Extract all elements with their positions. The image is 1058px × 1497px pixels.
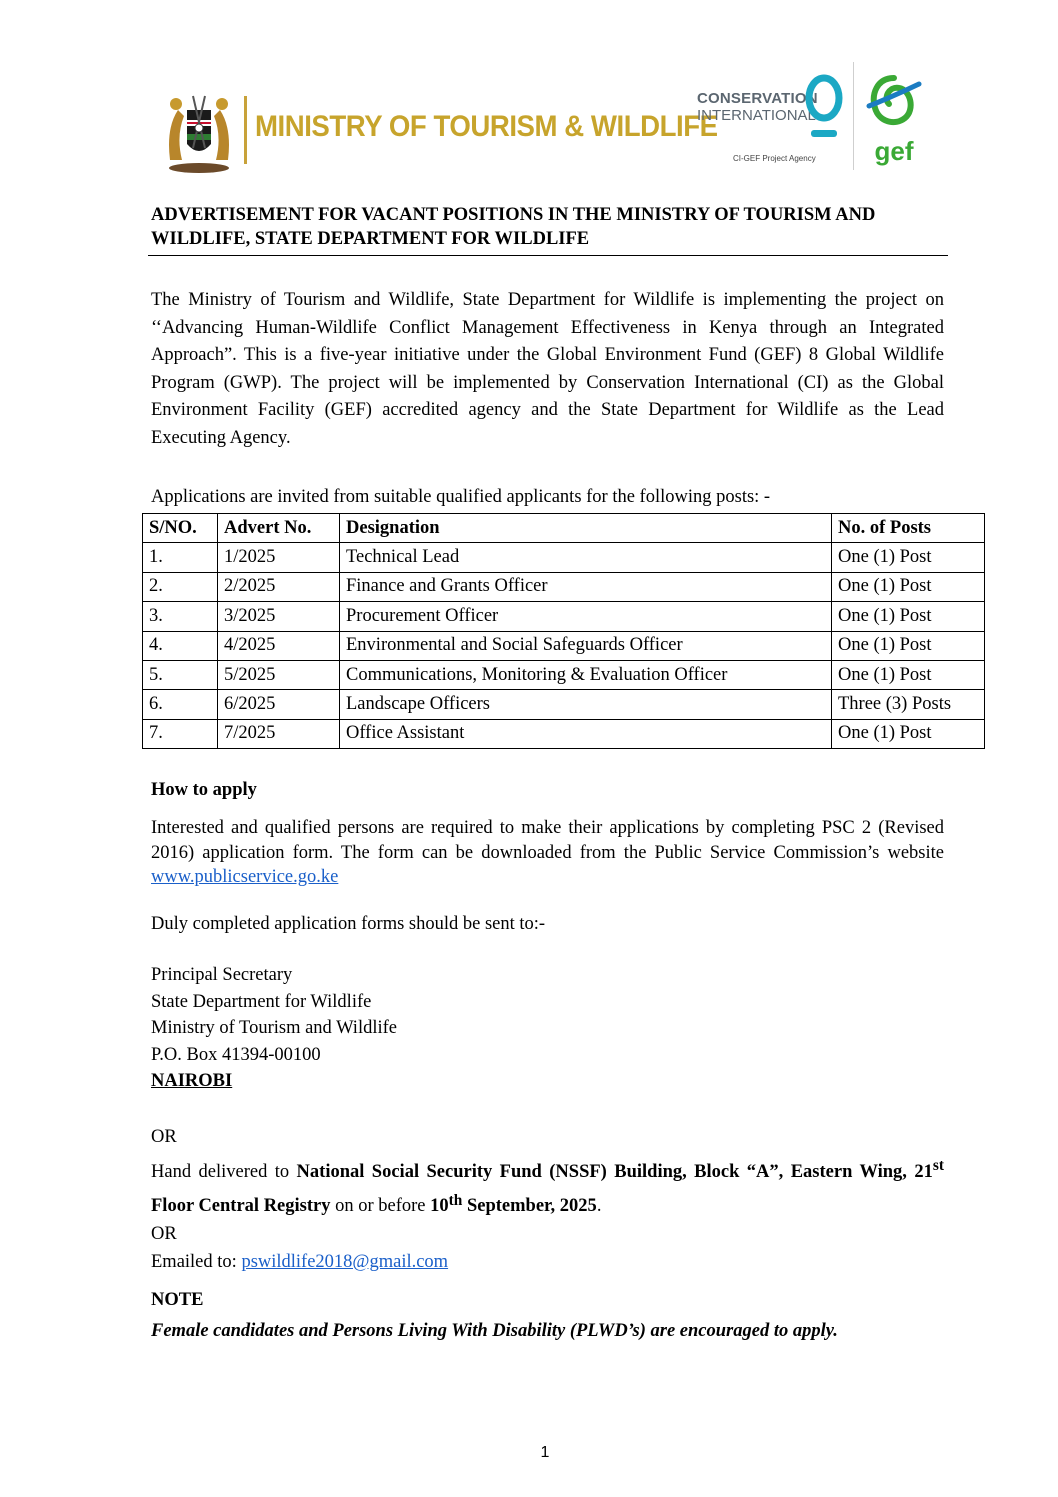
ci-name-line1: CONSERVATION xyxy=(697,90,818,107)
cell-advert: 7/2025 xyxy=(218,719,340,748)
cell-posts: One (1) Post xyxy=(832,660,985,689)
email-prefix: Emailed to: xyxy=(151,1251,242,1272)
table-row xyxy=(143,660,985,689)
posts-table xyxy=(142,513,985,749)
title-underline xyxy=(148,255,948,256)
hand-prefix: Hand delivered to xyxy=(151,1161,297,1182)
address-line: P.O. Box 41394-00100 xyxy=(151,1044,321,1065)
postal-address xyxy=(151,962,397,1095)
gef-label: gef xyxy=(874,136,914,166)
sent-to-text: Duly completed application forms should be sent to:- xyxy=(151,914,546,934)
hand-end: . xyxy=(596,1196,602,1217)
ministry-divider xyxy=(244,96,247,164)
cell-advert: 3/2025 xyxy=(218,602,340,631)
cell-posts: One (1) Post xyxy=(832,602,985,631)
cell-advert: 1/2025 xyxy=(218,543,340,572)
column-header-designation: Designation xyxy=(340,514,832,543)
floor-suffix: st xyxy=(932,1156,944,1174)
ci-agency-label: CI-GEF Project Agency xyxy=(733,154,816,163)
ministry-title: MINISTRY OF TOURISM & WILDLIFE xyxy=(255,110,718,143)
cell-designation: Environmental and Social Safeguards Officer xyxy=(340,631,832,660)
logo-divider xyxy=(853,62,854,170)
or-separator: OR xyxy=(151,1224,177,1245)
table-row xyxy=(143,631,985,660)
cell-sno: 5. xyxy=(143,660,218,689)
or-separator: OR xyxy=(151,1127,177,1147)
note-text: Female candidates and Persons Living With Disability (PLWD’s) are encouraged to apply. xyxy=(151,1321,838,1341)
ci-name-line2: INTERNATIONAL xyxy=(697,107,816,124)
cell-posts: Three (3) Posts xyxy=(832,690,985,719)
partner-logos xyxy=(695,62,935,177)
hand-location-rest: Floor Central Registry xyxy=(151,1196,331,1217)
note-heading: NOTE xyxy=(151,1290,204,1310)
column-header-advert: Advert No. xyxy=(218,514,340,543)
cell-designation: Office Assistant xyxy=(340,719,832,748)
delivery-options xyxy=(151,1124,944,1276)
cell-designation: Procurement Officer xyxy=(340,602,832,631)
deadline-suffix: th xyxy=(448,1191,463,1209)
cell-advert: 5/2025 xyxy=(218,660,340,689)
cell-posts: One (1) Post xyxy=(832,572,985,601)
table-row xyxy=(143,719,985,748)
address-line: Principal Secretary xyxy=(151,965,293,985)
column-header-posts: No. of Posts xyxy=(832,514,985,543)
cell-designation: Communications, Monitoring & Evaluation Officer xyxy=(340,660,832,689)
column-header-sno: S/NO. xyxy=(143,514,218,543)
how-to-apply-heading: How to apply xyxy=(151,780,257,800)
page-number: 1 xyxy=(540,1444,550,1461)
address-line: State Department for Wildlife xyxy=(151,991,372,1012)
deadline-day: 10 xyxy=(430,1196,449,1217)
apply-instructions: Interested and qualified persons are required to make their applications by completing PSC 2 (Revised 2016) application form. The form can be downloaded from the Public Service Commission’s website xyxy=(151,818,944,863)
cell-posts: One (1) Post xyxy=(832,543,985,572)
hand-location: National Social Security Fund (NSSF) Building, Block “A”, Eastern Wing, 21 xyxy=(296,1161,933,1182)
intro-paragraph: The Ministry of Tourism and Wildlife, State Department for Wildlife is implementing the project on ‘‘Advancing Human-Wildlife Conflict Management Effectiveness in Kenya through an Integrated Approach”. This is a five-year initiative under the Global Environment Fund (GEF) 8 Global Wildlife Program (GWP). The project will be implemented by Conservation International (CI) as the Global Environment Facility (GEF) accredited agency and the State Department for Wildlife as the Lead Executing Agency. xyxy=(151,290,944,448)
cell-sno: 7. xyxy=(143,719,218,748)
hand-delivery-text xyxy=(151,1152,944,1222)
hand-mid: on or before xyxy=(330,1196,431,1217)
cell-posts: One (1) Post xyxy=(832,719,985,748)
address-line: Ministry of Tourism and Wildlife xyxy=(151,1018,397,1038)
table-row xyxy=(143,543,985,572)
cell-designation: Finance and Grants Officer xyxy=(340,572,832,601)
cell-advert: 2/2025 xyxy=(218,572,340,601)
table-row xyxy=(143,690,985,719)
invite-text: Applications are invited from suitable qualified applicants for the following posts: - xyxy=(151,487,771,507)
psc-website-link[interactable]: www.publicservice.go.ke xyxy=(151,867,339,887)
document-title: ADVERTISEMENT FOR VACANT POSITIONS IN THE MINISTRY OF TOURISM AND WILDLIFE, STATE DEPARTMENT FOR WILDLIFE xyxy=(151,205,876,249)
ministry-header xyxy=(160,88,718,174)
coat-of-arms-icon xyxy=(160,88,238,174)
cell-sno: 6. xyxy=(143,690,218,719)
cell-designation: Landscape Officers xyxy=(340,690,832,719)
cell-posts: One (1) Post xyxy=(832,631,985,660)
cell-sno: 1. xyxy=(143,543,218,572)
cell-sno: 2. xyxy=(143,572,218,601)
email-link[interactable]: pswildlife2018@gmail.com xyxy=(241,1251,449,1272)
address-city: NAIROBI xyxy=(151,1071,233,1091)
cell-designation: Technical Lead xyxy=(340,543,832,572)
cell-advert: 4/2025 xyxy=(218,631,340,660)
table-row xyxy=(143,572,985,601)
email-line xyxy=(151,1249,944,1277)
cell-advert: 6/2025 xyxy=(218,690,340,719)
deadline-rest: September, 2025 xyxy=(462,1196,597,1217)
cell-sno: 4. xyxy=(143,631,218,660)
gef-logo-icon xyxy=(865,74,923,166)
table-row xyxy=(143,602,985,631)
ci-logo-icon xyxy=(803,72,845,142)
cell-sno: 3. xyxy=(143,602,218,631)
table-header-row xyxy=(143,514,985,543)
how-to-apply-text xyxy=(151,816,944,890)
